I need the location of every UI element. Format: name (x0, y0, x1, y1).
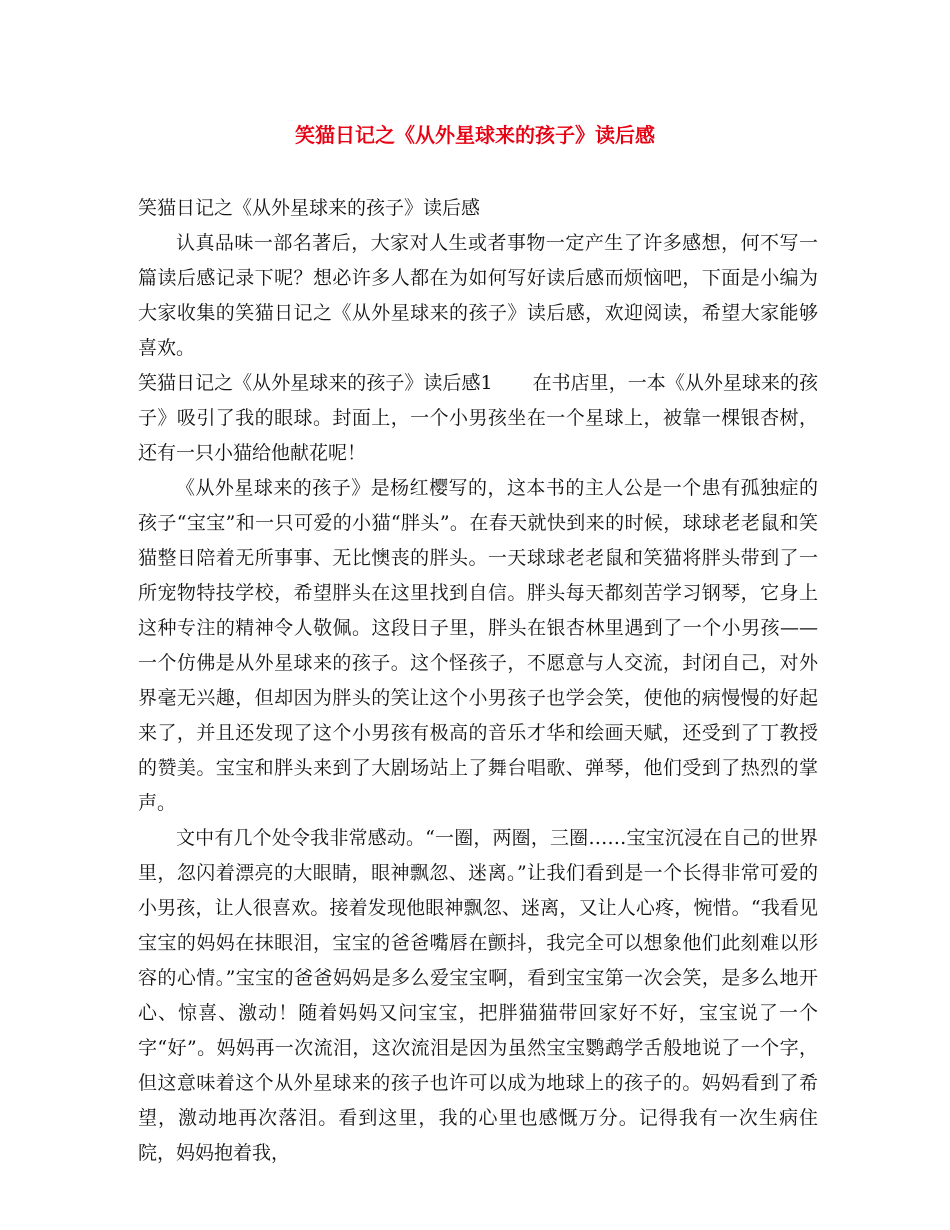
paragraph-3: 文中有几个处令我非常感动。“一圈，两圈，三圈……宝宝沉浸在自己的世界里，忽闪着漂亮的大眼睛，眼神飘忽、迷离。”让我们看到是一个长得非常可爱的小男孩，让人很喜欢。接着发现他眼神飘忽、迷离，又让人心疼，惋惜。“我看见宝宝的妈妈在抹眼泪，宝宝的爸爸嘴唇在颤抖，我完全可以想象他们此刻难以形容的心情。”宝宝的爸爸妈妈是多么爱宝宝啊，看到宝宝第一次会笑，是多么地开心、惊喜、激动！随着妈妈又问宝宝，把胖猫猫带回家好不好，宝宝说了一个字“好”。妈妈再一次流泪，这次流泪是因为虽然宝宝鹦鹉学舌般地说了一个字，但这意味着这个从外星球来的孩子也许可以成为地球上的孩子的。妈妈看到了希望，激动地再次落泪。看到这里，我的心里也感慨万分。记得我有一次生病住院，妈妈抱着我， (138, 827, 818, 1164)
paragraph-2: 《从外星球来的孩子》是杨红樱写的，这本书的主人公是一个患有孤独症的孩子“宝宝”和一只可爱的小猫“胖头”。在春天就快到来的时候，球球老老鼠和笑猫整日陪着无所事事、无比懊丧的胖头。一天球球老老鼠和笑猫将胖头带到了一所宠物特技学校，希望胖头在这里找到自信。胖头每天都刻苦学习钢琴，它身上这种专注的精神令人敬佩。这段日子里，胖头在银杏林里遇到了一个小男孩——一个仿佛是从外星球来的孩子。这个怪孩子，不愿意与人交流，封闭自己，对外界毫无兴趣，但却因为胖头的笑让这个小男孩子也学会笑，使他的病慢慢的好起来了，并且还发现了这个小男孩有极高的音乐才华和绘画天赋，还受到了丁教授的赞美。宝宝和胖头来到了大剧场站上了舞台唱歌、弹琴，他们受到了热烈的掌声。 (138, 477, 818, 814)
subtitle: 笑猫日记之《从外星球来的孩子》读后感 (138, 197, 481, 219)
document-body (138, 191, 818, 1171)
essay-heading-paragraph (138, 366, 818, 471)
essay-heading: 笑猫日记之《从外星球来的孩子》读后感1 (138, 372, 493, 394)
document-title: 笑猫日记之《从外星球来的孩子》读后感 (295, 123, 655, 147)
intro-paragraph: 认真品味一部名著后，大家对人生或者事物一定产生了许多感想，何不写一篇读后感记录下呢？想必许多人都在为如何写好读后感而烦恼吧，下面是小编为大家收集的笑猫日记之《从外星球来的孩子》读后感，欢迎阅读，希望大家能够喜欢。 (138, 232, 818, 359)
paragraph-1: 在书店里，一本《从外星球来的孩子》吸引了我的眼球。封面上，一个小男孩坐在一个星球上，被靠一棵银杏树，还有一只小猫给他献花呢！ (138, 372, 818, 464)
